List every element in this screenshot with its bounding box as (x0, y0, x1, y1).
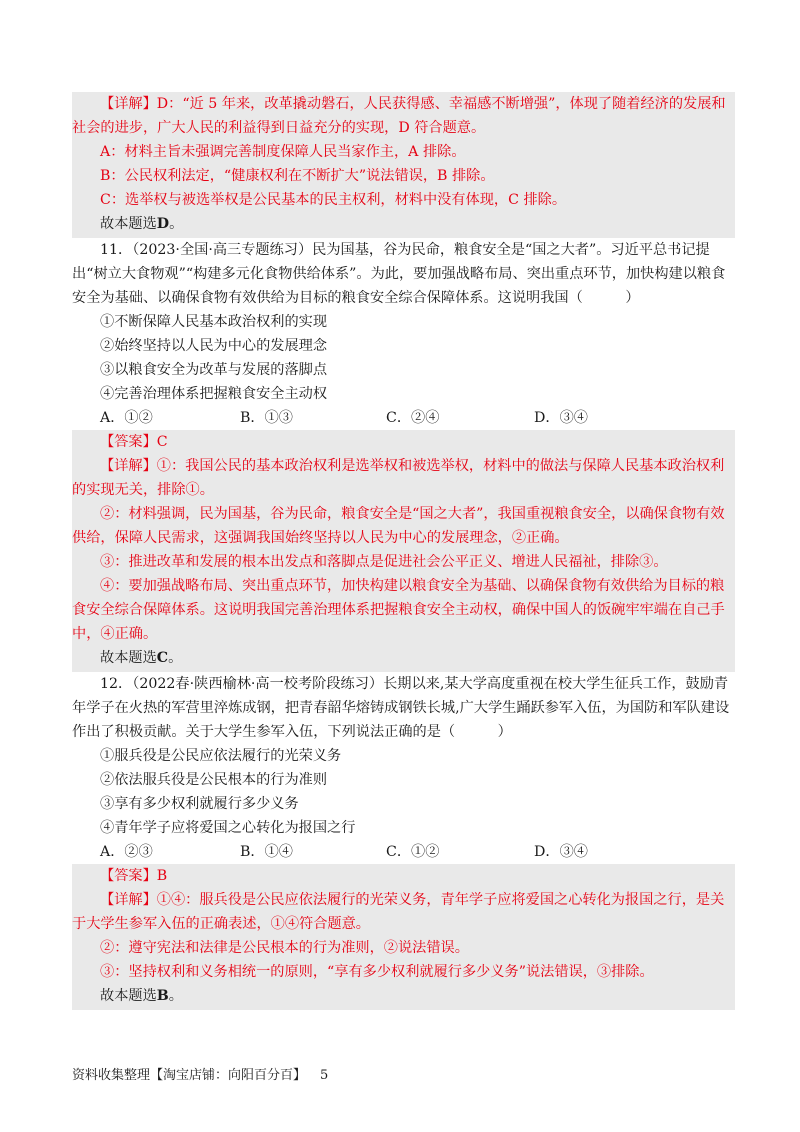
choice-b: B．①③ (240, 410, 293, 426)
page-footer (72, 1066, 328, 1086)
choice-c: C．②④ (386, 410, 440, 426)
detail-line-c: C：选举权与被选举权是公民基本的民主权利，材料中没有体现，C 排除。 (100, 192, 567, 208)
choice-a: A．①② (100, 410, 153, 426)
choice-a: A．②③ (100, 844, 153, 860)
conclusion-line: 故本题选B。 (100, 988, 183, 1004)
detail-line-a: A：材料主旨未强调完善制度保障人民当家作主，A 排除。 (100, 144, 466, 160)
question-12-choices (72, 840, 735, 864)
choice-d: D．③④ (534, 844, 588, 860)
page-number: 5 (320, 1068, 329, 1083)
explanation-box-q12 (72, 864, 735, 1010)
question-12-option: ①服兵役是公民应依法履行的光荣义务 (100, 748, 342, 764)
detail-paragraph: ④：要加强战略布局、突出重点环节，加快构建以粮食安全为基础、以确保食物有效供给为目标的粮食安全综合保障体系。这说明我国完善治理体系把握粮食安全主动权，确保中国人的饭碗牢牢端在自己手中，④正确。 (72, 578, 725, 642)
footer-text: 资料收集整理【淘宝店铺：向阳百分百】 (72, 1068, 307, 1083)
detail-paragraph: 【详解】①：我国公民的基本政治权利是选举权和被选举权，材料中的做法与保障人民基本政治权利的实现无关，排除①。 (72, 458, 725, 498)
detail-line-b: B：公民权利法定，“健康权利在不断扩大”说法错误，B 排除。 (100, 168, 495, 184)
document-page (72, 92, 735, 1010)
choice-b: B．①④ (240, 844, 293, 860)
question-12-option: ②依法服兵役是公民根本的行为准则 (100, 772, 328, 788)
question-11-option: ③以粮食安全为改革与发展的落脚点 (100, 362, 328, 378)
detail-paragraph: ②：材料强调，民为国基，谷为民命，粮食安全是“国之大者”，我国重视粮食安全，以确保食物有效供给，保障人民需求，这强调我国始终坚持以人民为中心的发展理念，②正确。 (72, 506, 725, 546)
question-12-option: ④青年学子应将爱国之心转化为报国之行 (100, 820, 356, 836)
answer-line: 【答案】C (100, 434, 168, 450)
question-11-option: ④完善治理体系把握粮食安全主动权 (100, 386, 328, 402)
choice-c: C．①② (386, 844, 440, 860)
question-12-stem: 12．（2022春·陕西榆林·高一校考阶段练习）长期以来,某大学高度重视在校大学生征兵工作，鼓励青年学子在火热的军营里淬炼成钢，把青春韶华熔铸成钢铁长城,广大学生踊跃参军入伍，为国防和军队建设作出了积极贡献。关于大学生参军入伍，下列说法正确的是（ ） (72, 676, 730, 740)
detail-paragraph: ③：坚持权利和义务相统一的原则，“享有多少权利就履行多少义务”说法错误，③排除。 (100, 964, 654, 980)
detail-paragraph: 【详解】①④：服兵役是公民应依法履行的光荣义务，青年学子应将爱国之心转化为报国之行，是关于大学生参军入伍的正确表述，①④符合题意。 (72, 892, 725, 932)
explanation-box-q10 (72, 92, 735, 238)
detail-paragraph: 【详解】D：“近 5 年来，改革撬动磐石，人民获得感、幸福感不断增强”，体现了随着经济的发展和社会的进步，广大人民的利益得到日益充分的实现，D 符合题意。 (72, 96, 726, 136)
question-12-option: ③享有多少权利就履行多少义务 (100, 796, 299, 812)
question-11-option: ②始终坚持以人民为中心的发展理念 (100, 338, 328, 354)
question-11-option: ①不断保障人民基本政治权利的实现 (100, 314, 328, 330)
answer-line: 【答案】B (100, 868, 168, 884)
question-11-stem: 11．（2023·全国·高三专题练习）民为国基，谷为民命，粮食安全是“国之大者”。习近平总书记提出“树立大食物观”“构建多元化食物供给体系”。为此，要加强战略布局、突出重点环节，加快构建以粮食安全为基础、以确保食物有效供给为目标的粮食安全综合保障体系。这说明我国（ ） (72, 242, 726, 306)
choice-d: D．③④ (534, 410, 588, 426)
detail-paragraph: ③：推进改革和发展的根本出发点和落脚点是促进社会公平正义、增进人民福祉，排除③。 (100, 554, 668, 570)
explanation-box-q11 (72, 430, 735, 672)
detail-paragraph: ②：遵守宪法和法律是公民根本的行为准则，②说法错误。 (100, 940, 469, 956)
conclusion-line: 故本题选D。 (100, 216, 184, 232)
conclusion-line: 故本题选C。 (100, 650, 183, 666)
question-11-choices (72, 406, 735, 430)
